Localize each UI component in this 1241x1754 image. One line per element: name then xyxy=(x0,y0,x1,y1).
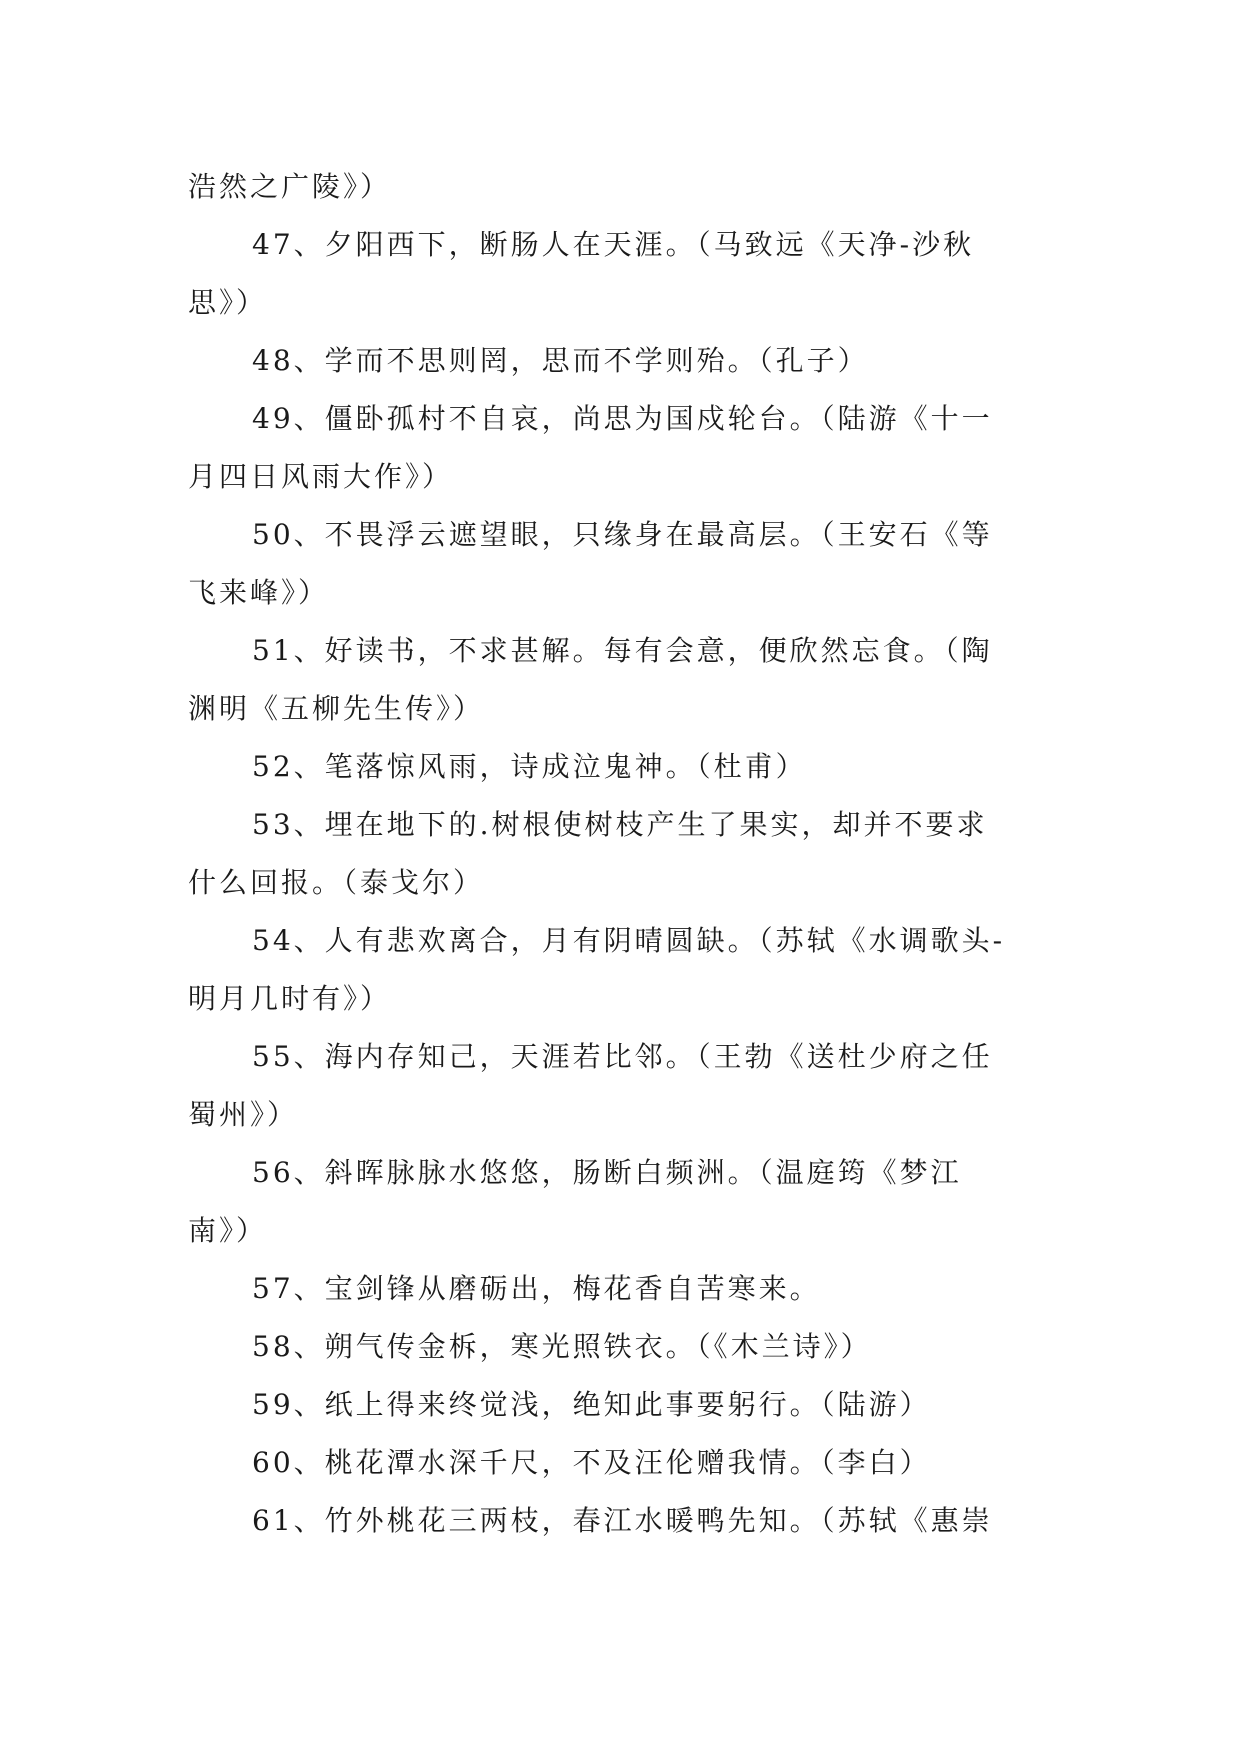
quote-47: 47、夕阳西下，断肠人在天涯。（马致远《天净-沙秋 xyxy=(252,228,975,261)
quote-54: 54、人有悲欢离合，月有阴晴圆缺。（苏轼《水调歌头- xyxy=(252,924,1006,957)
text-line: 南》） xyxy=(188,1214,268,1247)
text-line: 浩然之广陵》） xyxy=(188,170,392,203)
quote-61: 61、竹外桃花三两枝，春江水暖鸭先知。（苏轼《惠崇 xyxy=(252,1504,993,1537)
quote-57: 57、宝剑锋从磨砺出，梅花香自苦寒来。 xyxy=(252,1272,821,1305)
text-line: 月四日风雨大作》） xyxy=(188,460,454,493)
quote-53: 53、埋在地下的.树根使树枝产生了果实，却并不要求 xyxy=(252,808,988,841)
quote-55: 55、海内存知己，天涯若比邻。（王勃《送杜少府之任 xyxy=(252,1040,993,1073)
document-body xyxy=(188,158,1054,1550)
quote-56: 56、斜晖脉脉水悠悠，肠断白频洲。（温庭筠《梦江 xyxy=(252,1156,962,1189)
quote-49: 49、僵卧孤村不自哀，尚思为国戍轮台。（陆游《十一 xyxy=(252,402,993,435)
quote-48: 48、学而不思则罔，思而不学则殆。（孔子） xyxy=(252,344,869,377)
quote-60: 60、桃花潭水深千尺，不及汪伦赠我情。（李白） xyxy=(252,1446,931,1479)
text-line: 飞来峰》） xyxy=(188,576,330,609)
quote-52: 52、笔落惊风雨，诗成泣鬼神。（杜甫） xyxy=(252,750,807,783)
quote-50: 50、不畏浮云遮望眼，只缘身在最高层。（王安石《等 xyxy=(252,518,993,551)
quote-58: 58、朔气传金柝，寒光照铁衣。（《木兰诗》） xyxy=(252,1330,872,1363)
text-line: 什么回报。（泰戈尔） xyxy=(188,866,485,899)
quote-59: 59、纸上得来终觉浅，绝知此事要躬行。（陆游） xyxy=(252,1388,931,1421)
text-line: 渊明《五柳先生传》） xyxy=(188,692,485,725)
text-line: 明月几时有》） xyxy=(188,982,392,1015)
text-line: 蜀州》） xyxy=(188,1098,299,1131)
quote-51: 51、好读书，不求甚解。每有会意，便欣然忘食。（陶 xyxy=(252,634,993,667)
text-line: 思》） xyxy=(188,286,268,319)
